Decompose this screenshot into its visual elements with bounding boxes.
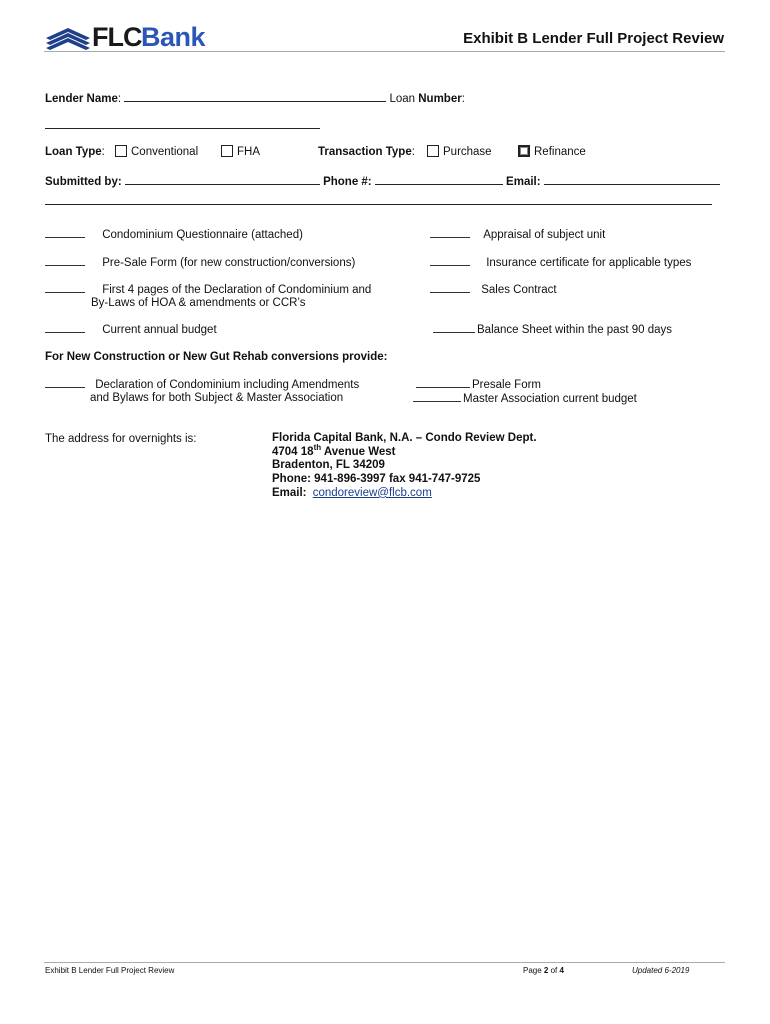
checklist-item-annual-budget: Current annual budget [45,322,217,337]
nc-item-presale-form: Presale Form [416,377,541,392]
lender-name-label: Lender Name [45,93,118,105]
checklist-item-questionnaire: Condominium Questionnaire (attached) [45,227,303,242]
page-title: Exhibit B Lender Full Project Review [463,30,724,47]
checklist-blank[interactable] [433,322,475,333]
transaction-type-refinance[interactable]: Refinance [518,145,586,159]
flc-logo-icon [44,24,92,54]
header-divider [44,51,725,52]
address-email-label: Email: [272,486,307,499]
submitted-by-row [45,173,720,189]
checklist-blank[interactable] [430,282,470,293]
new-construction-heading: For New Construction or New Gut Rehab conversions provide: [45,351,388,363]
checklist-blank[interactable] [413,391,461,402]
logo-text-flc: FLC [92,22,142,52]
nc-item-master-budget: Master Association current budget [413,391,637,406]
checklist-blank[interactable] [45,282,85,293]
transaction-type-label: Transaction Type [318,146,412,158]
lender-name-row: Lender Name: Loan Number: [45,90,465,106]
checklist-item-sales-contract: Sales Contract [430,282,557,297]
checklist-blank[interactable] [45,377,85,388]
address-email-link[interactable]: condoreview@flcb.com [312,486,432,499]
loan-type-label: Loan Type [45,146,102,158]
nc-item-declaration-cont: and Bylaws for both Subject & Master Association [90,392,344,404]
checkbox-purchase[interactable] [427,145,439,157]
loan-number-prefix: Loan [389,93,419,105]
checklist-blank[interactable] [45,322,85,333]
address-block [272,432,537,501]
lender-name-field[interactable] [124,90,386,102]
address-label: The address for overnights is: [45,433,197,445]
loan-type-fha[interactable]: FHA [221,145,260,159]
checklist-blank[interactable] [430,227,470,238]
checklist-blank[interactable] [430,255,470,266]
address-line2: 4704 18th Avenue West [272,442,396,458]
transaction-type-purchase[interactable]: Purchase [427,145,492,159]
address-line4: Phone: 941-896-3997 fax 941-747-9725 [272,473,481,486]
checkbox-conventional[interactable] [115,145,127,157]
email-label: Email: [506,176,541,188]
checklist-item-declaration: First 4 pages of the Declaration of Condominium and [45,282,371,297]
checkbox-refinance[interactable] [518,145,530,157]
loan-type-row: Loan Type: [45,146,105,158]
footer-updated: Updated 6-2019 [632,966,690,975]
transaction-type-row: Transaction Type: [318,146,415,158]
checklist-blank[interactable] [45,227,85,238]
footer-divider [44,962,725,963]
checklist-blank[interactable] [416,377,470,388]
logo-text-bank: Bank [141,22,206,52]
checklist-item-appraisal: Appraisal of subject unit [430,227,605,242]
loan-number-label: Number [418,93,462,105]
loan-number-field[interactable] [45,128,320,129]
phone-label: Phone #: [323,176,372,188]
checklist-item-insurance: Insurance certificate for applicable types [430,255,691,270]
checklist-blank[interactable] [45,255,85,266]
submitted-by-field[interactable] [125,173,320,185]
footer-left: Exhibit B Lender Full Project Review [45,966,175,975]
address-line3: Bradenton, FL 34209 [272,459,385,472]
nc-item-declaration: Declaration of Condominium including Amendments [45,377,359,392]
loan-type-conventional[interactable]: Conventional [115,145,198,159]
email-field[interactable] [544,173,720,185]
footer-page-number: Page 2 of 4 [523,966,564,975]
checklist-item-balance-sheet: Balance Sheet within the past 90 days [433,322,672,337]
section-divider [45,204,712,205]
checklist-item-presale-form: Pre-Sale Form (for new construction/conversions) [45,255,355,270]
checklist-item-declaration-cont: By-Laws of HOA & amendments or CCR’s [91,297,306,309]
address-email-row [272,487,537,501]
phone-field[interactable] [375,173,503,185]
address-line1: Florida Capital Bank, N.A. – Condo Review Dept. [272,432,537,444]
checkbox-fha[interactable] [221,145,233,157]
submitted-by-label: Submitted by: [45,176,122,188]
